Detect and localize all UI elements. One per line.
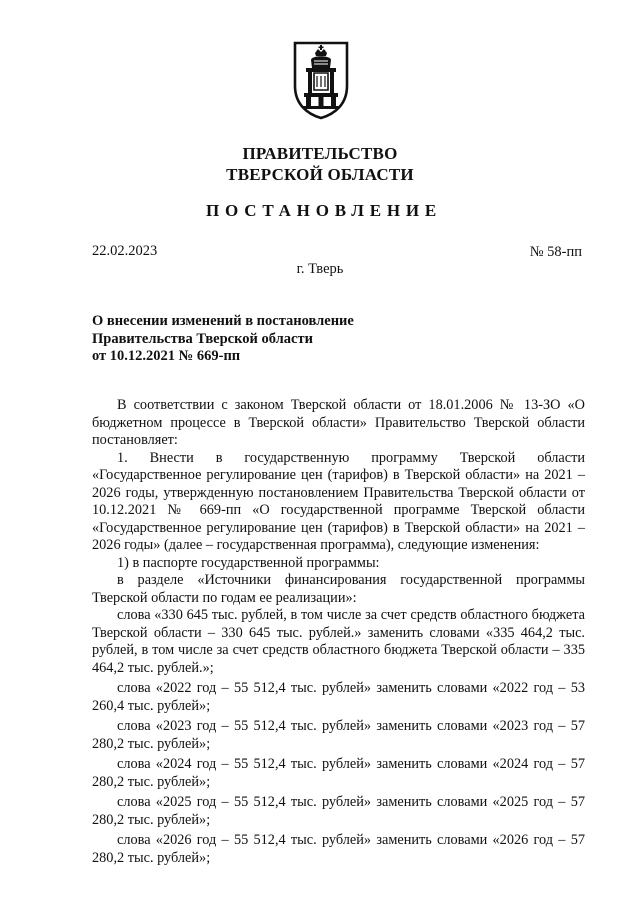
org-name-line1: ПРАВИТЕЛЬСТВО: [242, 144, 398, 163]
document-type-title: ПОСТАНОВЛЕНИЕ: [205, 201, 443, 220]
body-paragraph-words-total: слова «330 645 тыс. рублей, в том числе за счет средств областного бюджета Тверской области – 330 645 тыс. рублей.» заменить словами «335 464,2 тыс. рублей, в том числе за счет средств областного бюджета Тверской области – 335 464,2 тыс. рублей.»;: [92, 607, 585, 676]
document-subject: [92, 313, 354, 366]
body-paragraph-words-2026: слова «2026 год – 55 512,4 тыс. рублей» заменить словами «2026 год – 57 280,2 тыс. рублей»;: [92, 832, 585, 866]
document-city: г. Тверь: [296, 261, 344, 277]
body-paragraph-words-2024: слова «2024 год – 55 512,4 тыс. рублей» заменить словами «2024 год – 57 280,2 тыс. рублей»;: [92, 756, 585, 790]
coat-of-arms-icon: [291, 40, 351, 120]
subject-line2: Правительства Тверской области: [92, 330, 313, 347]
body-paragraph-words-2025: слова «2025 год – 55 512,4 тыс. рублей» заменить словами «2025 год – 57 280,2 тыс. рублей»;: [92, 794, 585, 828]
subject-line3: от 10.12.2021 № 669-пп: [92, 348, 241, 364]
body-paragraph-preamble: В соответствии с законом Тверской области от 18.01.2006 № 13-ЗО «О бюджетном процессе в Тверской области» Правительство Тверской области постановляет:: [92, 397, 585, 448]
body-paragraph-words-2023: слова «2023 год – 55 512,4 тыс. рублей» заменить словами «2023 год – 57 280,2 тыс. рублей»;: [92, 718, 585, 752]
document-date: 22.02.2023: [92, 243, 158, 259]
document-number: № 58-пп: [529, 244, 582, 260]
subject-line1: О внесении изменений в постановление: [92, 313, 354, 329]
org-name-line2: ТВЕРСКОЙ ОБЛАСТИ: [226, 165, 414, 184]
body-paragraph-section: в разделе «Источники финансирования государственной программы Тверской области по годам ее реализации»:: [92, 572, 585, 606]
body-paragraph-item-1: 1. Внести в государственную программу Тверской области «Государственное регулирование цен (тарифов) в Тверской области» на 2021 – 2026 годы, утвержденную постановлением Правительства Тверской области от 10.12.2021 № 669-пп «О государственной программе Тверской области «Государственное регулирование цен (тарифов) в Тверской области» на 2021 – 2026 годы» (далее – государственная программа), следующие изменения:: [92, 449, 585, 553]
document-body: [92, 397, 585, 867]
body-paragraph-subitem-1: 1) в паспорте государственной программы:: [117, 554, 380, 571]
body-paragraph-words-2022: слова «2022 год – 55 512,4 тыс. рублей» заменить словами «2022 год – 53 260,4 тыс. рублей»;: [92, 680, 585, 714]
